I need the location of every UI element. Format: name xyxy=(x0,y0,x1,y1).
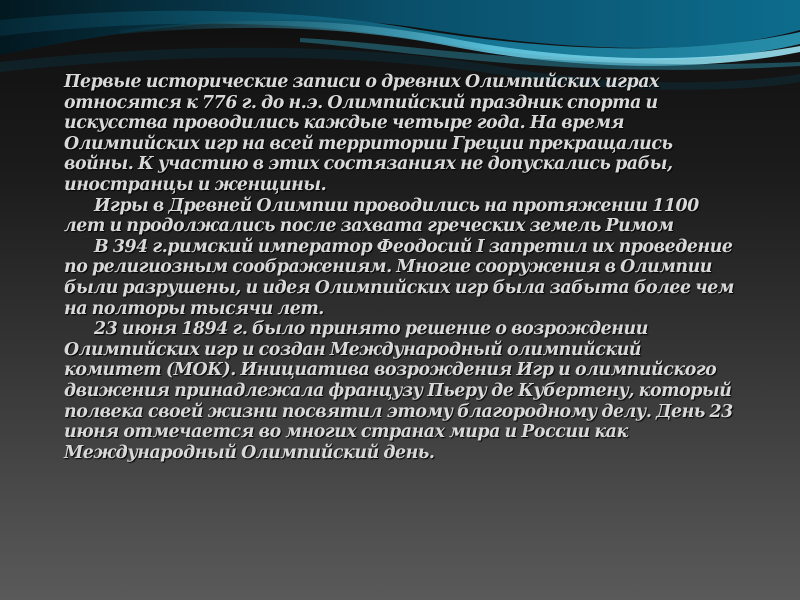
paragraph-2: Игры в Древней Олимпии проводились на протяжении 1100 лет и продолжались после захвата греческих земель Римом xyxy=(64,195,699,237)
paragraph-3: В 394 г.римский император Феодосий I запретил их проведение по религиозным соображениям. Многие сооружения в Олимпии были разрушены, и идея Олимпийских игр была забыта более чем на полторы тысячи лет. xyxy=(64,236,734,319)
paragraph-1: Первые исторические записи о древних Олимпийских играх относятся к 776 г. до н.э. Олимпийский праздник спорта и искусства проводились каждые четыре года. На время Олимпийских игр на всей территории Греции прекращались войны. К участию в этих состязаниях не допускались рабы, иностранцы и женщины. xyxy=(64,72,673,195)
paragraph-4: 23 июня 1894 г. было принято решение о возрождении Олимпийских игр и создан Международный олимпийский комитет (МОК). Инициатива возрождения Игр и олимпийского движения принадлежала французу Пьеру де Кубертену, который полвека своей жизни посвятил этому благородному делу. День 23 июня отмечается во многих странах мира и России как Международный Олимпийский день. xyxy=(64,319,733,463)
body-text xyxy=(64,72,740,463)
